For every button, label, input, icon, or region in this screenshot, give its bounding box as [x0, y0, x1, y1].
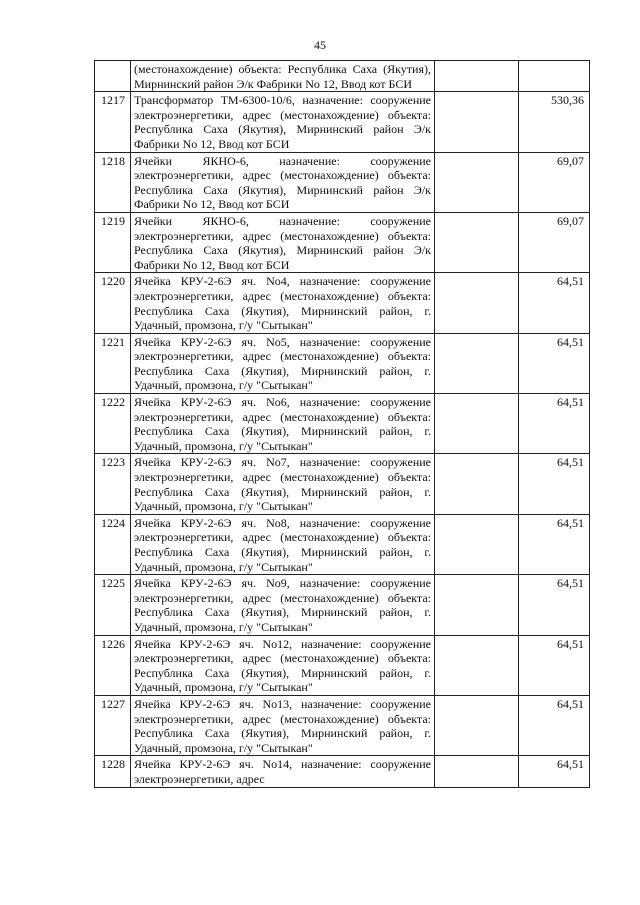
table-row: [95, 333, 590, 393]
row-empty-cell: [435, 695, 519, 755]
row-number: 1228: [95, 756, 131, 787]
table-row: [95, 575, 590, 635]
row-number: 1224: [95, 514, 131, 574]
row-description: Ячейка КРУ-2-6Э яч. No4, назначение: сооружение электроэнергетики, адрес (местонахождение) объекта: Республика Саха (Якутия), Мирнинский район, г. Удачный, промзона, г/у "Сытыкан": [131, 273, 435, 333]
row-value: 64,51: [519, 514, 590, 574]
row-empty-cell: [435, 454, 519, 514]
row-empty-cell: [435, 514, 519, 574]
row-description: Ячейка КРУ-2-6Э яч. No12, назначение: сооружение электроэнергетики, адрес (местонахождение) объекта: Республика Саха (Якутия), Мирнинский район, г. Удачный, промзона, г/у "Сытыкан": [131, 635, 435, 695]
row-value: 530,36: [519, 92, 590, 152]
row-description: Ячейка КРУ-2-6Э яч. No13, назначение: сооружение электроэнергетики, адрес (местонахождение) объекта: Республика Саха (Якутия), Мирнинский район, г. Удачный, промзона, г/у "Сытыкан": [131, 695, 435, 755]
row-empty-cell: [435, 394, 519, 454]
row-empty-cell: [435, 92, 519, 152]
row-number: 1227: [95, 695, 131, 755]
row-description: Ячейка КРУ-2-6Э яч. No14, назначение: сооружение электроэнергетики, адрес: [131, 756, 435, 787]
row-value: 64,51: [519, 575, 590, 635]
row-description: Ячейки ЯКНО-6, назначение: сооружение электроэнергетики, адрес (местонахождение) объекта: Республика Саха (Якутия), Мирнинский район Э/к Фабрики No 12, Ввод кот БСИ: [131, 212, 435, 272]
table-row: [95, 454, 590, 514]
row-empty-cell: [435, 212, 519, 272]
row-number: 1222: [95, 394, 131, 454]
table-row: [95, 635, 590, 695]
row-empty-cell: [435, 635, 519, 695]
row-number: 1217: [95, 92, 131, 152]
row-number: 1219: [95, 212, 131, 272]
table-row: [95, 695, 590, 755]
row-value: 64,51: [519, 394, 590, 454]
row-value: 69,07: [519, 212, 590, 272]
table-row: [95, 152, 590, 212]
row-number: 1225: [95, 575, 131, 635]
table-row: [95, 61, 590, 92]
row-description: Ячейка КРУ-2-6Э яч. No9, назначение: сооружение электроэнергетики, адрес (местонахождение) объекта: Республика Саха (Якутия), Мирнинский район, г. Удачный, промзона, г/у "Сытыкан": [131, 575, 435, 635]
row-description: Ячейка КРУ-2-6Э яч. No8, назначение: сооружение электроэнергетики, адрес (местонахождение) объекта: Республика Саха (Якутия), Мирнинский район, г. Удачный, промзона, г/у "Сытыкан": [131, 514, 435, 574]
table-body: [95, 61, 590, 788]
row-number: 1220: [95, 273, 131, 333]
row-description: Ячейка КРУ-2-6Э яч. No5, назначение: сооружение электроэнергетики, адрес (местонахождение) объекта: Республика Саха (Якутия), Мирнинский район, г. Удачный, промзона, г/у "Сытыкан": [131, 333, 435, 393]
page-number: 45: [314, 38, 326, 52]
table-row: [95, 212, 590, 272]
row-number: [95, 61, 131, 92]
table-row: [95, 92, 590, 152]
row-description: Ячейка КРУ-2-6Э яч. No7, назначение: сооружение электроэнергетики, адрес (местонахождение) объекта: Республика Саха (Якутия), Мирнинский район, г. Удачный, промзона, г/у "Сытыкан": [131, 454, 435, 514]
row-value: 64,51: [519, 695, 590, 755]
row-empty-cell: [435, 152, 519, 212]
row-empty-cell: [435, 756, 519, 787]
row-number: 1218: [95, 152, 131, 212]
row-value: [519, 61, 590, 92]
row-number: 1226: [95, 635, 131, 695]
table-row: [95, 273, 590, 333]
row-empty-cell: [435, 333, 519, 393]
row-empty-cell: [435, 273, 519, 333]
row-value: 64,51: [519, 333, 590, 393]
row-number: 1223: [95, 454, 131, 514]
row-number: 1221: [95, 333, 131, 393]
row-value: 64,51: [519, 635, 590, 695]
row-value: 64,51: [519, 756, 590, 787]
row-empty-cell: [435, 61, 519, 92]
row-description: (местонахождение) объекта: Республика Саха (Якутия), Мирнинский район Э/к Фабрики No 12, Ввод кот БСИ: [131, 61, 435, 92]
row-value: 69,07: [519, 152, 590, 212]
property-table: [94, 60, 590, 788]
row-description: Ячейка КРУ-2-6Э яч. No6, назначение: сооружение электроэнергетики, адрес (местонахождение) объекта: Республика Саха (Якутия), Мирнинский район, г. Удачный, промзона, г/у "Сытыкан": [131, 394, 435, 454]
table-row: [95, 394, 590, 454]
row-empty-cell: [435, 575, 519, 635]
table-row: [95, 756, 590, 787]
row-description: Трансформатор ТМ-6300-10/6, назначение: сооружение электроэнергетики, адрес (местонахождение) объекта: Республика Саха (Якутия), Мирнинский район Э/к Фабрики No 12, Ввод кот БСИ: [131, 92, 435, 152]
table-row: [95, 514, 590, 574]
row-value: 64,51: [519, 454, 590, 514]
row-description: Ячейки ЯКНО-6, назначение: сооружение электроэнергетики, адрес (местонахождение) объекта: Республика Саха (Якутия), Мирнинский район Э/к Фабрики No 12, Ввод кот БСИ: [131, 152, 435, 212]
row-value: 64,51: [519, 273, 590, 333]
